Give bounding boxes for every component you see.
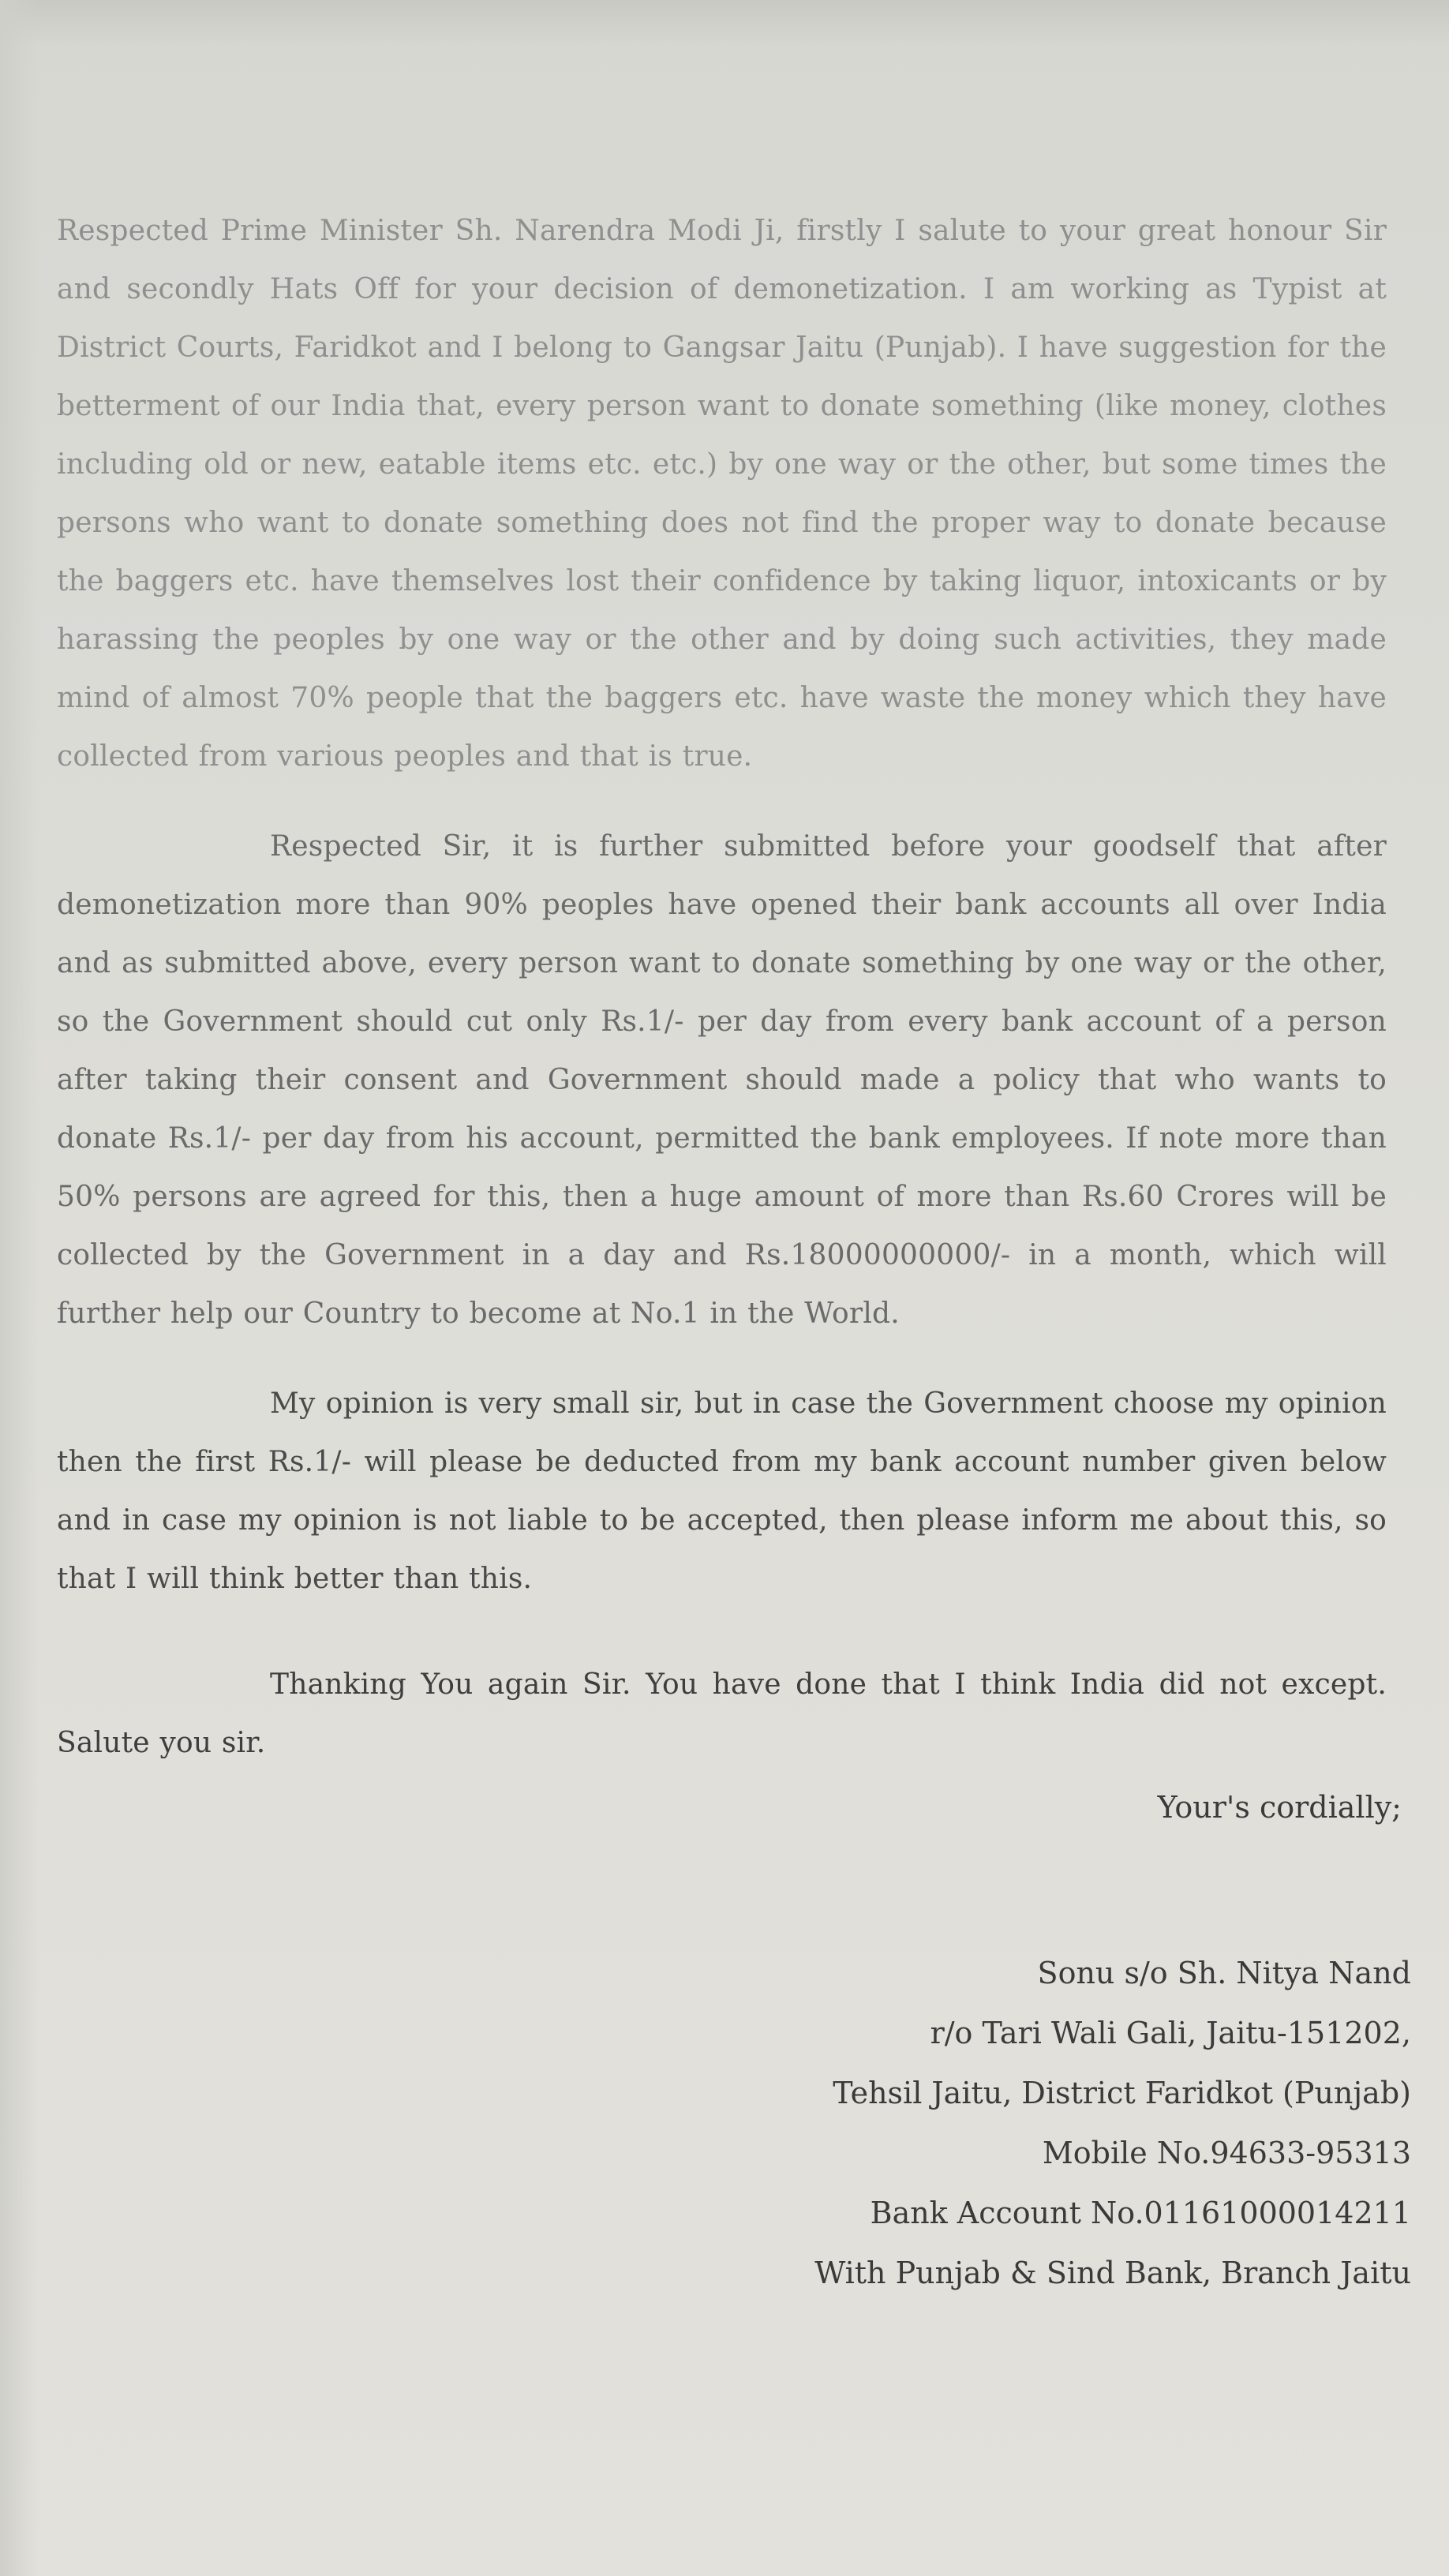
signature-block	[814, 1943, 1411, 2303]
page-left-shadow	[0, 0, 39, 2576]
signature-name: Sonu s/o Sh. Nitya Nand	[1037, 1956, 1411, 1990]
signature-account: Bank Account No.01161000014211	[870, 2196, 1411, 2230]
letter-paragraph-1: Respected Prime Minister Sh. Narendra Modi Ji, firstly I salute to your great honour Sir and secondly Hats Off for your decision of demonetization. I am working as Typist at District Courts, Faridkot and I belong to Gangsar Jaitu (Punjab). I have suggestion for the betterment of our India that, every person want to donate something (like money, clothes including old or new, eatable items etc. etc.) by one way or the other, but some times the persons who want to donate something does not find the proper way to donate because the baggers etc. have themselves lost their confidence by taking liquor, intoxicants or by harassing the peoples by one way or the other and by doing such activities, they made mind of almost 70% people that the baggers etc. have waste the money which they have collected from various peoples and that is true.	[57, 215, 1387, 773]
letter-paragraph-3: My opinion is very small sir, but in case the Government choose my opinion then the first Rs.1/- will please be deducted from my bank account number given below and in case my opinion is not liable to be accepted, then please inform me about this, so that I will think better than this.	[57, 1387, 1387, 1595]
letter-paragraph-2: Respected Sir, it is further submitted before your goodself that after demonetization more than 90% peoples have opened their bank accounts all over India and as submitted above, every person want to donate something by one way or the other, so the Government should cut only Rs.1/- per day from every bank account of a person after taking their consent and Government should made a policy that who wants to donate Rs.1/- per day from his account, permitted the bank employees. If note more than 50% persons are agreed for this, then a huge amount of more than Rs.60 Crores will be collected by the Government in a day and Rs.18000000000/- in a month, which will further help our Country to become at No.1 in the World.	[57, 830, 1387, 1330]
signature-residence: r/o Tari Wali Gali, Jaitu-151202,	[930, 2016, 1411, 2050]
letter-closing: Your's cordially;	[1157, 1790, 1402, 1825]
letter-paragraph-4: Thanking You again Sir. You have done that I think India did not except. Salute you sir.	[57, 1668, 1387, 1759]
signature-mobile: Mobile No.94633-95313	[1042, 2136, 1411, 2170]
signature-bank: With Punjab & Sind Bank, Branch Jaitu	[814, 2256, 1411, 2290]
signature-district: Tehsil Jaitu, District Faridkot (Punjab)	[833, 2076, 1411, 2110]
page-top-shadow	[0, 0, 1449, 47]
